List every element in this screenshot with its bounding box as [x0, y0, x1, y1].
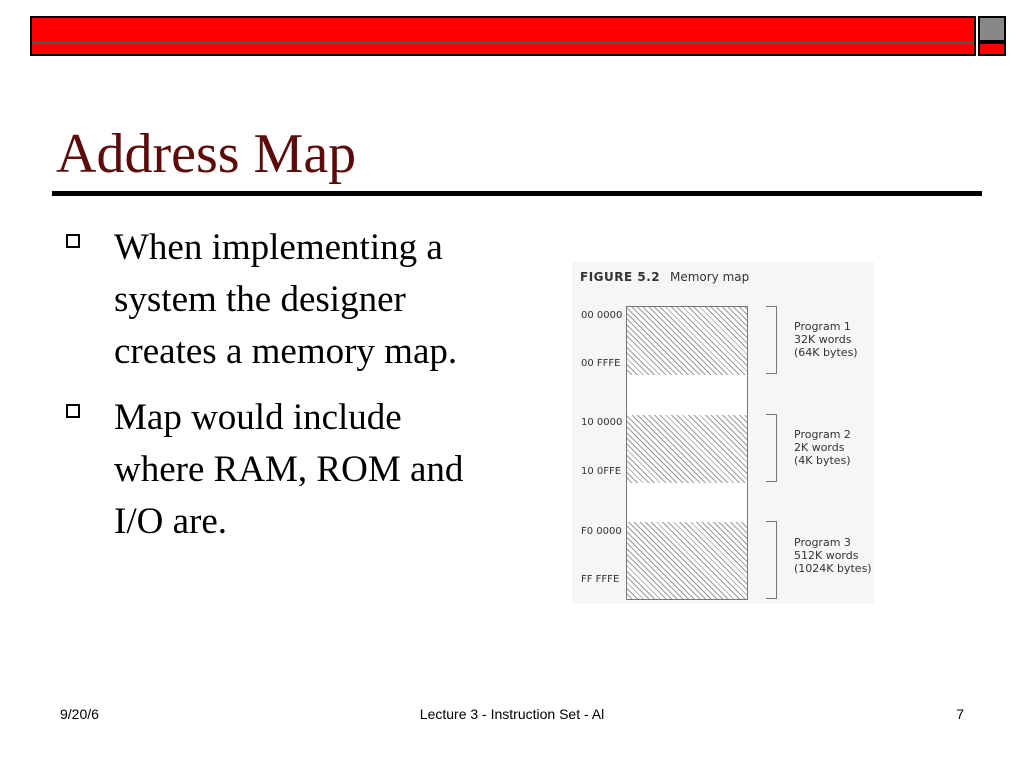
- hollow-square-bullet-icon: [66, 234, 80, 248]
- hollow-square-bullet-icon: [66, 404, 80, 418]
- figure-caption: [580, 270, 749, 284]
- address-label: 10 0FFE: [581, 466, 622, 477]
- address-label: 10 0000: [581, 417, 623, 428]
- footer-course: Lecture 3 - Instruction Set - Al: [419, 706, 605, 722]
- slide-title: Address Map: [56, 123, 357, 185]
- address-label: 00 0000: [581, 310, 623, 321]
- bullet-item: [62, 222, 482, 378]
- footer-date: 9/20/6: [60, 706, 99, 722]
- address-label: 00 FFFE: [581, 358, 621, 369]
- bullet-text: Map would include where RAM, ROM and I/O are.: [114, 397, 464, 542]
- memory-column: [626, 306, 748, 600]
- region-label-program-2: Program 2 2K words (4K bytes): [794, 428, 851, 467]
- region-bracket: [766, 306, 777, 374]
- figure-title: Memory map: [669, 270, 750, 284]
- address-label: FF FFFE: [581, 574, 620, 585]
- footer-page-number: 7: [956, 706, 964, 722]
- bullet-text: When implementing a system the designer creates a memory map.: [114, 227, 458, 372]
- address-label: F0 0000: [581, 526, 622, 537]
- header-decor-bar: [30, 16, 976, 56]
- region-bracket: [766, 521, 777, 599]
- bullet-list: [62, 222, 482, 562]
- region-bracket: [766, 414, 777, 482]
- title-underline: [52, 191, 982, 196]
- figure-label: FIGURE 5.2: [580, 270, 661, 284]
- header-decor-box-gray: [978, 16, 1006, 42]
- region-program-1-block: [627, 307, 747, 376]
- unused-block: [627, 375, 747, 416]
- bullet-item: [62, 392, 482, 548]
- region-program-2-block: [627, 415, 747, 484]
- region-label-program-3: Program 3 512K words (1024K bytes): [794, 536, 872, 575]
- header-decor-box-red: [978, 42, 1006, 56]
- region-label-program-1: Program 1 32K words (64K bytes): [794, 320, 858, 359]
- memory-map-figure: [572, 262, 874, 604]
- unused-block: [627, 483, 747, 523]
- region-program-3-block: [627, 522, 747, 600]
